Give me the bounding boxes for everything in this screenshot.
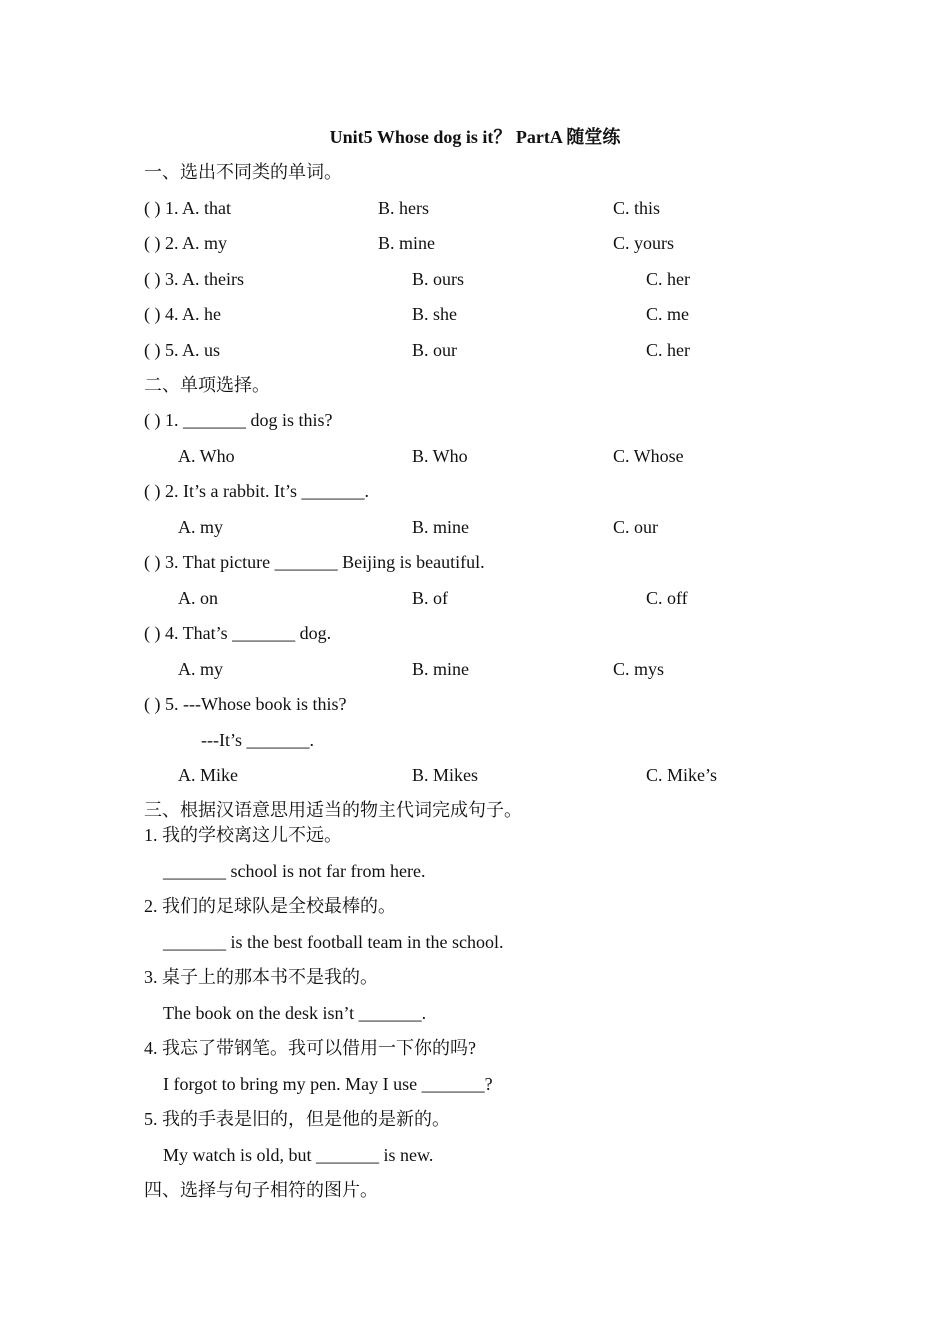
s1-q4-option-c: C. me <box>646 304 689 324</box>
s2-q3-option-a: A. on <box>178 588 218 608</box>
s2-q2-option-a: A. my <box>178 517 223 537</box>
s3-q5-english: My watch is old, but _______ is new. <box>163 1145 434 1165</box>
s1-q4-stem: ( ) 4. A. he <box>144 304 221 324</box>
s2-q2-question: ( ) 2. It’s a rabbit. It’s _______. <box>144 481 369 501</box>
s1-q5-option-c: C. her <box>646 340 690 360</box>
page-title: Unit5 Whose dog is it？ PartA 随堂练 <box>329 127 621 147</box>
s2-q3-option-b: B. of <box>412 588 448 608</box>
s2-q5-option-b: B. Mikes <box>412 765 479 785</box>
section4-heading: 四、选择与句子相符的图片。 <box>144 1180 378 1200</box>
s3-q1-english: _______ school is not far from here. <box>163 861 426 881</box>
s1-q4-option-b: B. she <box>412 304 457 324</box>
s2-q5-option-a: A. Mike <box>178 765 238 785</box>
s1-q3-stem: ( ) 3. A. theirs <box>144 269 244 289</box>
s1-q2-stem: ( ) 2. A. my <box>144 233 227 253</box>
s2-q4-option-a: A. my <box>178 659 223 679</box>
section3-heading: 三、根据汉语意思用适当的物主代词完成句子。 <box>144 800 522 820</box>
s3-q2-english: _______ is the best football team in the school. <box>163 932 504 952</box>
s1-q2-option-b: B. mine <box>378 233 435 253</box>
s3-q4-chinese: 4. 我忘了带钢笔。我可以借用一下你的吗? <box>144 1038 476 1058</box>
s2-q4-question: ( ) 4. That’s _______ dog. <box>144 623 332 643</box>
s1-q1-stem: ( ) 1. A. that <box>144 198 231 218</box>
section2-heading: 二、单项选择。 <box>144 375 270 395</box>
s2-q1-option-a: A. Who <box>178 446 235 466</box>
s2-q5-question: ( ) 5. ---Whose book is this? <box>144 694 347 714</box>
section1-heading: 一、选出不同类的单词。 <box>144 162 342 182</box>
s2-q3-question: ( ) 3. That picture _______ Beijing is beautiful. <box>144 552 485 572</box>
s1-q1-option-c: C. this <box>613 198 661 218</box>
s2-q4-option-c: C. mys <box>613 659 665 679</box>
s1-q1-option-b: B. hers <box>378 198 429 218</box>
s3-q1-chinese: 1. 我的学校离这儿不远。 <box>144 825 342 845</box>
s2-q5-option-c: C. Mike’s <box>646 765 718 785</box>
s2-q3-option-c: C. off <box>646 588 688 608</box>
s1-q3-option-b: B. ours <box>412 269 465 289</box>
s2-q1-question: ( ) 1. _______ dog is this? <box>144 410 333 430</box>
s3-q2-chinese: 2. 我们的足球队是全校最棒的。 <box>144 896 396 916</box>
s1-q5-stem: ( ) 5. A. us <box>144 340 220 360</box>
s1-q3-option-c: C. her <box>646 269 690 289</box>
s2-q1-option-c: C. Whose <box>613 446 684 466</box>
s3-q4-english: I forgot to bring my pen. May I use _______? <box>163 1074 493 1094</box>
s2-q5-answer-line: ---It’s _______. <box>201 730 314 750</box>
s2-q4-option-b: B. mine <box>412 659 469 679</box>
s1-q5-option-b: B. our <box>412 340 457 360</box>
s3-q5-chinese: 5. 我的手表是旧的，但是他的是新的。 <box>144 1109 450 1129</box>
s2-q2-option-c: C. our <box>613 517 658 537</box>
s2-q2-option-b: B. mine <box>412 517 469 537</box>
s3-q3-english: The book on the desk isn’t _______. <box>163 1003 427 1023</box>
s2-q1-option-b: B. Who <box>412 446 468 466</box>
s3-q3-chinese: 3. 桌子上的那本书不是我的。 <box>144 967 378 987</box>
s1-q2-option-c: C. yours <box>613 233 675 253</box>
